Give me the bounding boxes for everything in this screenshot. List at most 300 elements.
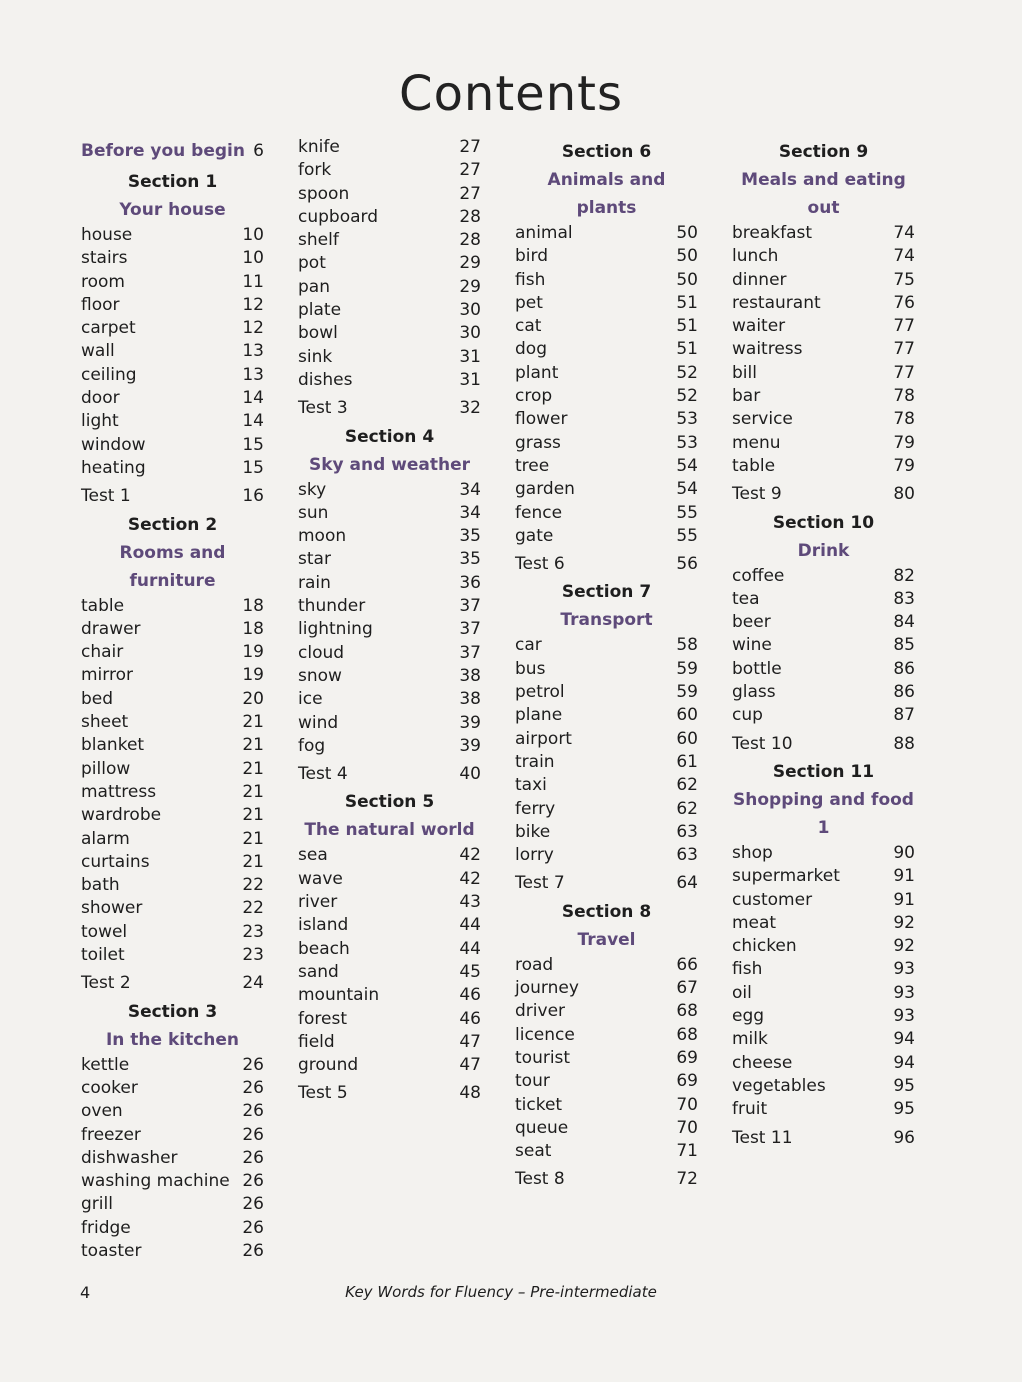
word-entry [515, 634, 698, 657]
word-entry [298, 1031, 481, 1054]
page-number: 21 [242, 735, 264, 756]
word-entry [732, 222, 915, 245]
page-number: 21 [242, 851, 264, 872]
word-entry [515, 1024, 698, 1047]
page-number: 62 [676, 798, 698, 819]
word-label: window [81, 434, 146, 455]
page-number: 93 [893, 982, 915, 1003]
page-number: 26 [242, 1054, 264, 1075]
page-number: 48 [459, 1083, 481, 1104]
word-entry [81, 457, 264, 480]
word-label: dishes [298, 369, 353, 390]
word-label: moon [298, 526, 347, 547]
topic-entry-label: Before you begin [81, 141, 245, 161]
word-label: car [515, 635, 542, 656]
word-entry [515, 502, 698, 525]
page-number: 91 [893, 889, 915, 910]
page-number: 61 [676, 751, 698, 772]
word-entry [298, 914, 481, 937]
page-number: 27 [459, 137, 481, 157]
topic-entry [81, 136, 264, 166]
word-label: room [81, 271, 125, 292]
word-entry [515, 269, 698, 292]
word-label: cloud [298, 642, 345, 663]
test-entry [732, 483, 915, 506]
word-label: toaster [81, 1240, 142, 1261]
page-number: 44 [459, 915, 481, 936]
word-entry [81, 944, 264, 967]
page-number: 52 [676, 362, 698, 383]
word-label: beer [732, 612, 771, 633]
word-label: tree [515, 455, 550, 476]
word-label: oil [732, 982, 752, 1003]
word-entry [298, 136, 481, 159]
word-label: heating [81, 457, 146, 478]
page-number: 86 [893, 682, 915, 703]
word-entry [81, 317, 264, 340]
page-number: 37 [459, 619, 481, 640]
page-number: 66 [676, 954, 698, 975]
word-entry [298, 868, 481, 891]
page-number: 92 [893, 912, 915, 933]
section-heading: Section 1 [127, 172, 218, 192]
word-entry [515, 1094, 698, 1117]
page-number: 76 [893, 292, 915, 313]
word-entry [732, 432, 915, 455]
page-number: 91 [893, 866, 915, 887]
word-label: blanket [81, 735, 145, 756]
page-number: 47 [459, 1031, 481, 1052]
word-entry [298, 735, 481, 758]
page-number: 51 [676, 339, 698, 360]
word-label: cup [732, 705, 763, 726]
page-number: 79 [893, 432, 915, 453]
section-heading: Section 2 [127, 514, 218, 535]
word-label: fish [732, 959, 763, 980]
page-number: 26 [242, 1077, 264, 1098]
page-number: 45 [459, 961, 481, 982]
word-entry [515, 774, 698, 797]
word-entry [732, 338, 915, 361]
page-number: 70 [676, 1117, 698, 1138]
page-number: 79 [893, 455, 915, 476]
word-entry [732, 704, 915, 727]
word-entry [81, 1100, 264, 1123]
word-entry [81, 387, 264, 410]
word-label: tea [732, 588, 760, 609]
topic-heading: The natural world [304, 820, 475, 841]
page-number: 43 [459, 892, 481, 913]
word-label: airport [515, 728, 572, 749]
page-number: 58 [676, 635, 698, 656]
word-label: carpet [81, 318, 136, 339]
page-number: 10 [242, 225, 264, 245]
word-label: bath [81, 875, 120, 896]
page-number: 21 [242, 781, 264, 802]
word-label: light [81, 411, 119, 432]
page-number: 77 [893, 339, 915, 360]
word-entry [515, 222, 698, 245]
word-entry [515, 315, 698, 338]
word-entry [515, 455, 698, 478]
test-label: Test 3 [298, 398, 348, 419]
word-entry [515, 728, 698, 751]
page-number: 54 [676, 455, 698, 476]
test-label: Test 5 [298, 1083, 348, 1104]
word-label: garden [515, 479, 575, 500]
word-label: animal [515, 223, 573, 243]
word-label: mattress [81, 781, 157, 802]
word-entry [81, 804, 264, 827]
word-label: taxi [515, 775, 547, 796]
word-entry [515, 245, 698, 268]
page-number: 47 [459, 1055, 481, 1076]
word-label: breakfast [732, 223, 813, 243]
page-number: 20 [242, 688, 264, 709]
word-label: supermarket [732, 866, 840, 887]
page-number: 30 [459, 300, 481, 321]
word-label: waiter [732, 316, 786, 337]
page-number: 69 [676, 1071, 698, 1092]
word-entry [81, 410, 264, 433]
word-label: sea [298, 845, 328, 866]
word-entry [732, 634, 915, 657]
topic-heading: Travel [577, 929, 636, 950]
page-number: 93 [893, 1006, 915, 1027]
page-number: 83 [893, 588, 915, 609]
page-number: 36 [459, 572, 481, 593]
word-entry [81, 734, 264, 757]
word-entry [732, 842, 915, 865]
contents-column-3 [515, 136, 698, 1194]
word-label: menu [732, 432, 781, 453]
word-entry [81, 1147, 264, 1170]
word-label: wave [298, 868, 343, 889]
page-number: 26 [242, 1171, 264, 1192]
word-label: kettle [81, 1054, 130, 1075]
word-entry [515, 821, 698, 844]
word-entry [732, 611, 915, 634]
word-entry [732, 658, 915, 681]
word-entry [81, 921, 264, 944]
topic-heading: Meals and eating out [741, 170, 906, 218]
word-entry [732, 455, 915, 478]
page-number: 38 [459, 665, 481, 686]
page-number: 42 [459, 845, 481, 866]
footer-page-number: 4 [80, 1283, 91, 1302]
page-number: 60 [676, 728, 698, 749]
page-number: 80 [893, 484, 915, 505]
word-entry [298, 844, 481, 867]
page-number: 32 [459, 398, 481, 419]
word-label: stairs [81, 248, 128, 269]
topic-heading: Drink [797, 540, 850, 561]
word-label: curtains [81, 851, 150, 872]
test-entry [298, 763, 481, 786]
word-entry [515, 681, 698, 704]
word-entry [298, 276, 481, 299]
word-entry [298, 665, 481, 688]
word-entry [515, 432, 698, 455]
test-entry [732, 733, 915, 756]
word-label: shower [81, 898, 143, 919]
word-entry [81, 758, 264, 781]
test-label: Test 2 [81, 973, 131, 994]
word-label: river [298, 892, 338, 913]
page-number: 13 [242, 364, 264, 385]
word-entry [81, 1193, 264, 1216]
test-label: Test 8 [515, 1169, 565, 1190]
word-entry [81, 1124, 264, 1147]
page-number: 68 [676, 1024, 698, 1045]
page-number: 74 [893, 246, 915, 267]
word-entry [732, 681, 915, 704]
word-label: bar [732, 386, 761, 407]
word-entry [298, 961, 481, 984]
word-label: wall [81, 341, 115, 362]
section-heading: Section 3 [127, 1001, 218, 1022]
page-number: 59 [676, 658, 698, 679]
page-number: 50 [676, 223, 698, 243]
page-number: 68 [676, 1001, 698, 1022]
word-label: cupboard [298, 206, 379, 227]
word-label: bus [515, 658, 546, 679]
word-label: restaurant [732, 292, 821, 313]
word-entry [515, 977, 698, 1000]
word-entry [515, 751, 698, 774]
word-entry [81, 828, 264, 851]
page-number: 21 [242, 828, 264, 849]
test-label: Test 7 [515, 873, 565, 894]
page-number: 27 [459, 160, 481, 181]
word-label: shop [732, 842, 773, 863]
word-entry [515, 1047, 698, 1070]
page-number: 69 [676, 1047, 698, 1068]
word-label: driver [515, 1001, 566, 1022]
word-entry [515, 798, 698, 821]
word-entry [515, 1070, 698, 1093]
word-entry [81, 897, 264, 920]
word-entry [81, 340, 264, 363]
word-entry [81, 851, 264, 874]
page-title: Contents [399, 66, 623, 122]
word-label: pan [298, 276, 330, 297]
page-number: 70 [676, 1094, 698, 1115]
word-label: table [81, 595, 125, 616]
word-label: washing machine [81, 1171, 230, 1192]
word-entry [298, 525, 481, 548]
word-label: grass [515, 432, 561, 453]
word-label: fog [298, 735, 326, 756]
word-entry [298, 299, 481, 322]
word-entry [515, 525, 698, 548]
word-entry [298, 252, 481, 275]
word-label: bike [515, 821, 551, 842]
topic-heading: Animals and plants [547, 170, 666, 218]
word-label: customer [732, 889, 813, 910]
page-number: 93 [893, 959, 915, 980]
word-entry [298, 502, 481, 525]
page-number: 46 [459, 985, 481, 1006]
word-entry [515, 1140, 698, 1163]
word-entry [81, 294, 264, 317]
page-number: 42 [459, 868, 481, 889]
page-number: 55 [676, 525, 698, 546]
word-label: plane [515, 705, 563, 726]
word-entry [732, 935, 915, 958]
word-entry [81, 224, 264, 247]
word-entry [81, 1077, 264, 1100]
word-label: freezer [81, 1124, 141, 1145]
page-number: 39 [459, 712, 481, 733]
word-label: shelf [298, 230, 339, 251]
word-label: bowl [298, 323, 338, 344]
word-label: wine [732, 635, 772, 656]
word-label: ground [298, 1055, 359, 1076]
word-label: bed [81, 688, 114, 709]
page-number: 96 [893, 1127, 915, 1148]
page-number: 39 [459, 735, 481, 756]
page-number: 87 [893, 705, 915, 726]
word-label: journey [515, 978, 579, 999]
topic-heading: In the kitchen [105, 1029, 240, 1050]
page-number: 14 [242, 411, 264, 432]
page-number: 44 [459, 938, 481, 959]
word-label: drawer [81, 618, 141, 639]
word-label: glass [732, 682, 776, 703]
word-label: beach [298, 938, 350, 959]
word-label: sky [298, 479, 327, 500]
word-label: dinner [732, 269, 787, 290]
page-number: 46 [459, 1008, 481, 1029]
word-entry [81, 595, 264, 618]
page-number: 22 [242, 875, 264, 896]
word-entry [81, 664, 264, 687]
word-entry [298, 159, 481, 182]
word-label: tour [515, 1071, 550, 1092]
word-entry [298, 891, 481, 914]
test-label: Test 6 [515, 554, 565, 575]
word-label: road [515, 954, 554, 975]
page-number: 26 [242, 1240, 264, 1261]
page-number: 27 [459, 183, 481, 204]
page-number: 26 [242, 1124, 264, 1145]
word-entry [81, 618, 264, 641]
word-label: mountain [298, 985, 380, 1006]
word-label: table [732, 455, 776, 476]
section-heading: Section 4 [344, 426, 435, 447]
word-label: fridge [81, 1217, 131, 1238]
word-label: seat [515, 1141, 552, 1162]
word-label: dog [515, 339, 547, 360]
page-number: 24 [242, 973, 264, 994]
word-label: plate [298, 300, 342, 321]
word-entry [298, 206, 481, 229]
word-label: pillow [81, 758, 131, 779]
page-number: 92 [893, 936, 915, 957]
word-label: bird [515, 246, 548, 267]
word-label: floor [81, 294, 120, 315]
word-entry [81, 874, 264, 897]
word-label: tourist [515, 1047, 571, 1068]
word-entry [732, 362, 915, 385]
word-label: rain [298, 572, 331, 593]
page-number: 16 [242, 486, 264, 507]
test-label: Test 9 [732, 484, 782, 505]
test-label: Test 11 [732, 1127, 793, 1148]
word-entry [298, 572, 481, 595]
word-entry [298, 369, 481, 392]
page-number: 21 [242, 712, 264, 733]
topic-heading: Your house [119, 200, 226, 220]
word-entry [298, 984, 481, 1007]
page-number: 78 [893, 409, 915, 430]
page-number: 18 [242, 595, 264, 616]
section-heading: Section 9 [778, 142, 869, 162]
word-entry [732, 385, 915, 408]
word-label: door [81, 388, 120, 409]
test-label: Test 10 [732, 733, 793, 754]
page-number: 21 [242, 758, 264, 779]
word-label: fish [515, 269, 546, 290]
page-number: 63 [676, 845, 698, 866]
page-number: 31 [459, 346, 481, 367]
page-number: 40 [459, 764, 481, 785]
page-number: 11 [242, 271, 264, 292]
page-number: 62 [676, 775, 698, 796]
word-label: petrol [515, 682, 565, 703]
page-number: 29 [459, 276, 481, 297]
page-number: 15 [242, 457, 264, 478]
page-number: 31 [459, 369, 481, 390]
contents-column-2 [298, 136, 481, 1108]
word-label: oven [81, 1101, 123, 1122]
word-entry [732, 269, 915, 292]
word-label: grill [81, 1194, 113, 1215]
word-label: wardrobe [81, 805, 162, 826]
test-entry [515, 1168, 698, 1191]
page-number: 54 [676, 479, 698, 500]
page-number: 77 [893, 362, 915, 383]
section-heading: Section 8 [561, 901, 652, 922]
word-label: fruit [732, 1099, 768, 1120]
section-heading: Section 7 [561, 582, 652, 603]
page-number: 86 [893, 658, 915, 679]
word-entry [732, 865, 915, 888]
word-entry [732, 565, 915, 588]
page-number: 18 [242, 618, 264, 639]
page-number: 72 [676, 1169, 698, 1190]
word-label: fork [298, 160, 332, 181]
page-number: 13 [242, 341, 264, 362]
section-heading: Section 11 [772, 761, 875, 782]
word-label: gate [515, 525, 554, 546]
topic-heading: Rooms and furniture [119, 542, 226, 591]
section-heading: Section 6 [561, 142, 652, 162]
test-entry [81, 972, 264, 995]
page-number: 55 [676, 502, 698, 523]
word-label: coffee [732, 565, 785, 586]
word-label: queue [515, 1117, 569, 1138]
word-label: house [81, 225, 133, 245]
word-entry [732, 245, 915, 268]
word-label: spoon [298, 183, 350, 204]
page-number: 95 [893, 1075, 915, 1096]
word-entry [515, 1117, 698, 1140]
page-number: 26 [242, 1101, 264, 1122]
page-number: 34 [459, 502, 481, 523]
word-entry [732, 1028, 915, 1051]
